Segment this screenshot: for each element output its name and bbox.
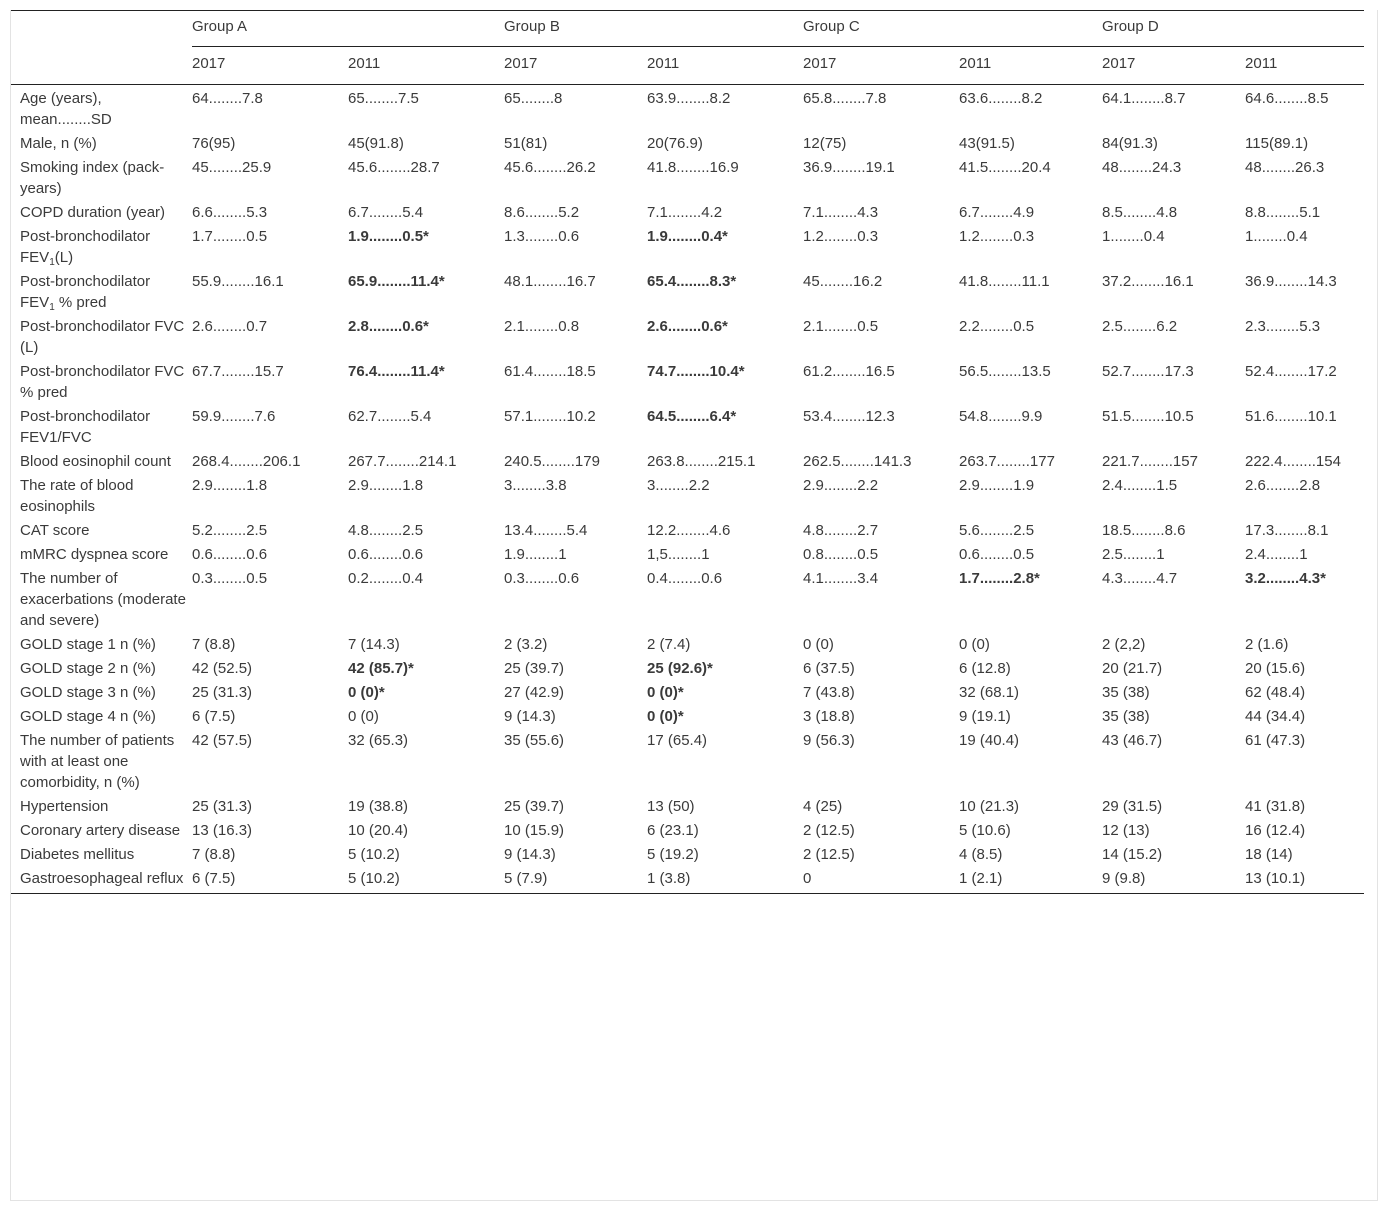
table-cell: 6 (23.1) (647, 822, 699, 839)
table-cell: 44 (34.4) (1245, 708, 1306, 725)
row-label-text: Post-bronchodilator FEV (20, 228, 151, 266)
table-cell: 1.7........0.5 (192, 228, 268, 245)
row-label (11, 313, 192, 358)
row-label-text: Coronary artery disease (20, 822, 181, 839)
table-cell: 2.1........0.8 (504, 318, 580, 335)
table-cell: 7 (43.8) (803, 684, 855, 701)
table-cell: 64........7.8 (192, 90, 263, 107)
table-cell: 2.6........2.8 (1245, 477, 1321, 494)
table-row (11, 793, 1364, 817)
table-cell: 61 (47.3) (1245, 732, 1306, 749)
table-cell: 5 (7.9) (504, 865, 647, 894)
table-cell: 2.4........1.5 (1102, 477, 1178, 494)
table-cell: 9 (19.1) (959, 708, 1011, 725)
table-row (11, 268, 1364, 313)
table-row (11, 85, 1364, 131)
row-label (11, 154, 192, 199)
table-cell: 6 (37.5) (803, 660, 855, 677)
table-cell: 6.7........4.9 (959, 204, 1035, 221)
row-label-text: CAT score (20, 522, 90, 539)
table-cell: 35 (38) (1102, 708, 1150, 725)
row-label (11, 199, 192, 223)
row-label-subscript: 1 (49, 257, 55, 268)
table-cell: 1 (2.1) (959, 865, 1102, 894)
table-cell: 2.6........0.7 (192, 318, 268, 335)
table-cell: 45........25.9 (192, 159, 272, 176)
table-cell: 3 (18.8) (803, 708, 855, 725)
table-cell: 20 (21.7) (1102, 660, 1163, 677)
table-cell: 6 (7.5) (192, 708, 236, 725)
table-row (11, 631, 1364, 655)
table-cell: 25 (39.7) (504, 798, 565, 815)
table-cell: 43 (46.7) (1102, 732, 1163, 749)
table-cell: 0.6........0.5 (959, 546, 1035, 563)
row-label-text: Post-bronchodilator FEV1/FVC (20, 408, 151, 446)
row-label-text: Age (years), mean........SD (20, 90, 112, 128)
table-cell: 43(91.5) (959, 135, 1015, 152)
table-cell: 17.3........8.1 (1245, 522, 1329, 539)
table-cell: 0 (0) (803, 636, 834, 653)
table-cell: 2.3........5.3 (1245, 318, 1321, 335)
table-cell: 42 (52.5) (192, 660, 253, 677)
table-cell: 13 (50) (647, 798, 695, 815)
table-cell: 2.8........0.6* (348, 318, 429, 335)
row-label-subscript: 1 (49, 302, 55, 313)
table-cell: 48.1........16.7 (504, 273, 596, 290)
table-cell: 7 (14.3) (348, 636, 400, 653)
table-cell: 240.5........179 (504, 453, 600, 470)
table-cell: 25 (92.6)* (647, 660, 713, 677)
row-label-text: Post-bronchodilator FEV (20, 273, 151, 311)
row-label-text: Blood eosinophil count (20, 453, 171, 470)
table-cell: 268.4........206.1 (192, 453, 301, 470)
table-cell: 76(95) (192, 135, 236, 152)
table-cell: 65.9........11.4* (348, 273, 445, 290)
table-cell: 10 (15.9) (504, 822, 565, 839)
table-cell: 56.5........13.5 (959, 363, 1051, 380)
table-row (11, 655, 1364, 679)
row-label (11, 403, 192, 448)
table-cell: 263.8........215.1 (647, 453, 756, 470)
table-cell: 0.6........0.6 (348, 546, 424, 563)
row-label-text: GOLD stage 4 n (%) (20, 708, 156, 725)
table-body (11, 85, 1364, 894)
year-header: 2011 (1245, 47, 1364, 85)
row-label (11, 472, 192, 517)
table-cell: 41.8........16.9 (647, 159, 739, 176)
table-cell: 5.2........2.5 (192, 522, 268, 539)
year-header: 2011 (647, 47, 803, 85)
table-cell: 0.8........0.5 (803, 546, 879, 563)
row-label (11, 541, 192, 565)
table-cell: 13 (10.1) (1245, 865, 1364, 894)
row-label-text: The rate of blood eosinophils (20, 477, 134, 515)
table-cell: 263.7........177 (959, 453, 1055, 470)
row-label (11, 727, 192, 793)
table-row (11, 358, 1364, 403)
group-header-d: Group D (1102, 11, 1364, 47)
table-cell: 4.8........2.5 (348, 522, 424, 539)
table-cell: 267.7........214.1 (348, 453, 457, 470)
table-cell: 3........2.2 (647, 477, 710, 494)
table-cell: 45........16.2 (803, 273, 883, 290)
table-cell: 59.9........7.6 (192, 408, 276, 425)
table-cell: 16 (12.4) (1245, 822, 1306, 839)
corner-cell-2 (11, 47, 192, 85)
row-label-suffix: (L) (54, 249, 74, 266)
table-row (11, 517, 1364, 541)
table-cell: 9 (14.3) (504, 846, 556, 863)
table-cell: 0 (0)* (647, 684, 684, 701)
year-header: 2017 (504, 47, 647, 85)
table-cell: 48........26.3 (1245, 159, 1325, 176)
table-cell: 55.9........16.1 (192, 273, 284, 290)
table-cell: 0.4........0.6 (647, 570, 723, 587)
table-cell: 2 (2,2) (1102, 636, 1146, 653)
table-cell: 36.9........19.1 (803, 159, 895, 176)
table-cell: 67.7........15.7 (192, 363, 284, 380)
table-row (11, 154, 1364, 199)
table-cell: 29 (31.5) (1102, 798, 1163, 815)
table-cell: 65........7.5 (348, 90, 419, 107)
table-cell: 4.8........2.7 (803, 522, 879, 539)
table-cell: 64.5........6.4* (647, 408, 737, 425)
table-cell: 1.9........0.4* (647, 228, 728, 245)
table-cell: 48........24.3 (1102, 159, 1182, 176)
table-cell: 0 (0) (959, 636, 990, 653)
table-cell: 7.1........4.2 (647, 204, 723, 221)
table-cell: 20(76.9) (647, 135, 703, 152)
table-cell: 54.8........9.9 (959, 408, 1043, 425)
table-cell: 18.5........8.6 (1102, 522, 1186, 539)
row-label (11, 565, 192, 631)
year-header: 2011 (348, 47, 504, 85)
row-label (11, 703, 192, 727)
table-cell: 4 (8.5) (959, 846, 1003, 863)
table-cell: 7 (8.8) (192, 636, 236, 653)
table-cell: 19 (38.8) (348, 798, 409, 815)
table-cell: 2.1........0.5 (803, 318, 879, 335)
row-label (11, 517, 192, 541)
year-header: 2011 (959, 47, 1102, 85)
row-label-text: The number of exacerbations (moderate and severe) (20, 570, 186, 629)
table-cell: 57.1........10.2 (504, 408, 596, 425)
table-cell: 1.3........0.6 (504, 228, 580, 245)
table-cell: 1........0.4 (1245, 228, 1308, 245)
table-cell: 42 (85.7)* (348, 660, 414, 677)
table-cell: 2.5........1 (1102, 546, 1165, 563)
row-label-text: Smoking index (pack-years) (20, 159, 165, 197)
table-cell: 45.6........28.7 (348, 159, 440, 176)
row-label (11, 793, 192, 817)
table-cell: 0.3........0.5 (192, 570, 268, 587)
table-cell: 25 (39.7) (504, 660, 565, 677)
table-cell: 1.9........0.5* (348, 228, 429, 245)
table-cell: 8.6........5.2 (504, 204, 580, 221)
table-cell: 2 (3.2) (504, 636, 548, 653)
table-cell: 7.1........4.3 (803, 204, 879, 221)
table-cell: 25 (31.3) (192, 684, 253, 701)
table-cell: 41.5........20.4 (959, 159, 1051, 176)
table-cell: 0.2........0.4 (348, 570, 424, 587)
table-row (11, 130, 1364, 154)
table-cell: 2.9........1.9 (959, 477, 1035, 494)
table-cell: 41.8........11.1 (959, 273, 1050, 290)
table-cell: 63.9........8.2 (647, 90, 731, 107)
table-cell: 12.2........4.6 (647, 522, 731, 539)
table-cell: 62.7........5.4 (348, 408, 432, 425)
table-cell: 36.9........14.3 (1245, 273, 1337, 290)
table-cell: 61.2........16.5 (803, 363, 895, 380)
table-row (11, 541, 1364, 565)
table-row (11, 565, 1364, 631)
table-cell: 0 (803, 865, 959, 894)
table-cell: 2.9........2.2 (803, 477, 879, 494)
table-cell: 20 (15.6) (1245, 660, 1306, 677)
data-table (11, 10, 1364, 894)
group-header-a: Group A (192, 11, 504, 47)
table-cell: 2 (12.5) (803, 846, 855, 863)
table-cell: 115(89.1) (1245, 135, 1309, 152)
table-cell: 41 (31.8) (1245, 798, 1306, 815)
table-cell: 51.5........10.5 (1102, 408, 1194, 425)
table-cell: 5 (19.2) (647, 846, 699, 863)
table-cell: 2.5........6.2 (1102, 318, 1178, 335)
table-cell: 2 (12.5) (803, 822, 855, 839)
table-cell: 62 (48.4) (1245, 684, 1306, 701)
table-cell: 7 (8.8) (192, 846, 236, 863)
row-label-text: Hypertension (20, 798, 109, 815)
table-cell: 8.5........4.8 (1102, 204, 1178, 221)
row-label-text: Male, n (%) (20, 135, 97, 152)
table-cell: 2.9........1.8 (192, 477, 268, 494)
table-cell: 6.7........5.4 (348, 204, 424, 221)
table-cell: 3........3.8 (504, 477, 567, 494)
table-row (11, 223, 1364, 268)
table-cell: 2.4........1 (1245, 546, 1308, 563)
table-cell: 76.4........11.4* (348, 363, 445, 380)
year-header: 2017 (1102, 47, 1245, 85)
table-cell: 65.8........7.8 (803, 90, 887, 107)
table-cell: 2.2........0.5 (959, 318, 1035, 335)
table-cell: 37.2........16.1 (1102, 273, 1194, 290)
table-cell: 25 (31.3) (192, 798, 253, 815)
table-cell: 27 (42.9) (504, 684, 565, 701)
table-cell: 52.7........17.3 (1102, 363, 1194, 380)
table-row (11, 679, 1364, 703)
table-cell: 10 (20.4) (348, 822, 409, 839)
row-label (11, 448, 192, 472)
row-label (11, 679, 192, 703)
table-cell: 5 (10.2) (348, 846, 400, 863)
table-cell: 51.6........10.1 (1245, 408, 1337, 425)
row-label (11, 655, 192, 679)
table-row (11, 448, 1364, 472)
table-cell: 6.6........5.3 (192, 204, 268, 221)
table-row (11, 472, 1364, 517)
table-cell: 9 (56.3) (803, 732, 855, 749)
table-cell: 4 (25) (803, 798, 843, 815)
table-cell: 42 (57.5) (192, 732, 253, 749)
table-cell: 51(81) (504, 135, 548, 152)
table-cell: 13.4........5.4 (504, 522, 588, 539)
table-row (11, 403, 1364, 448)
table-cell: 0.6........0.6 (192, 546, 268, 563)
table-cell: 0 (0)* (348, 684, 385, 701)
table-cell: 1.9........1 (504, 546, 567, 563)
table-cell: 2.9........1.8 (348, 477, 424, 494)
table-row (11, 727, 1364, 793)
table-cell: 4.3........4.7 (1102, 570, 1178, 587)
row-label (11, 130, 192, 154)
row-label-text: mMRC dyspnea score (20, 546, 169, 563)
table-cell: 2 (1.6) (1245, 636, 1289, 653)
year-header: 2017 (192, 47, 348, 85)
table-cell: 6 (7.5) (192, 865, 348, 894)
row-label-text: COPD duration (year) (20, 204, 166, 221)
table-cell: 6 (12.8) (959, 660, 1011, 677)
row-label (11, 841, 192, 865)
table-cell: 64.6........8.5 (1245, 90, 1329, 107)
table-cell: 65........8 (504, 90, 563, 107)
table-cell: 74.7........10.4* (647, 363, 745, 380)
row-label-text: Post-bronchodilator FVC (L) (20, 318, 185, 356)
row-label (11, 865, 192, 894)
row-label (11, 817, 192, 841)
group-header-row (11, 11, 1364, 47)
table-cell: 1.2........0.3 (803, 228, 879, 245)
row-label (11, 631, 192, 655)
table-cell: 35 (38) (1102, 684, 1150, 701)
table-row (11, 703, 1364, 727)
table-cell: 0 (0) (348, 708, 379, 725)
row-label-text: The number of patients with at least one comorbidity, n (%) (20, 732, 175, 791)
table-cell: 63.6........8.2 (959, 90, 1043, 107)
table-cell: 0 (0)* (647, 708, 684, 725)
table-cell: 12 (13) (1102, 822, 1150, 839)
table-cell: 222.4........154 (1245, 453, 1341, 470)
table-cell: 4.1........3.4 (803, 570, 879, 587)
table-cell: 35 (55.6) (504, 732, 565, 749)
table-cell: 84(91.3) (1102, 135, 1158, 152)
table-cell: 0.3........0.6 (504, 570, 580, 587)
table-row (11, 817, 1364, 841)
table-row (11, 865, 1364, 894)
table-cell: 45.6........26.2 (504, 159, 596, 176)
corner-cell (11, 11, 192, 47)
table-cell: 1.7........2.8* (959, 570, 1040, 587)
table-cell: 8.8........5.1 (1245, 204, 1321, 221)
row-label-text: GOLD stage 1 n (%) (20, 636, 156, 653)
table-cell: 13 (16.3) (192, 822, 253, 839)
table-cell: 12(75) (803, 135, 847, 152)
table-cell: 5 (10.6) (959, 822, 1011, 839)
table-cell: 45(91.8) (348, 135, 404, 152)
table-cell: 52.4........17.2 (1245, 363, 1337, 380)
table-cell: 18 (14) (1245, 846, 1293, 863)
group-header-b: Group B (504, 11, 803, 47)
row-label (11, 268, 192, 313)
row-label-text: Post-bronchodilator FVC % pred (20, 363, 185, 401)
table-cell: 32 (65.3) (348, 732, 409, 749)
table-cell: 9 (9.8) (1102, 865, 1245, 894)
table-frame (10, 10, 1378, 1201)
table-cell: 262.5........141.3 (803, 453, 912, 470)
row-label-suffix: % pred (54, 294, 107, 311)
table-cell: 32 (68.1) (959, 684, 1020, 701)
row-label-text: GOLD stage 3 n (%) (20, 684, 156, 701)
table-cell: 1........0.4 (1102, 228, 1165, 245)
row-label-text: GOLD stage 2 n (%) (20, 660, 156, 677)
row-label (11, 223, 192, 268)
table-cell: 221.7........157 (1102, 453, 1198, 470)
table-cell: 53.4........12.3 (803, 408, 895, 425)
row-label-text: Gastroesophageal reflux (20, 870, 184, 887)
table-cell: 19 (40.4) (959, 732, 1020, 749)
table-cell: 64.1........8.7 (1102, 90, 1186, 107)
table-cell: 2 (7.4) (647, 636, 691, 653)
table-row (11, 199, 1364, 223)
table-cell: 5 (10.2) (348, 865, 504, 894)
table-cell: 14 (15.2) (1102, 846, 1163, 863)
table-cell: 9 (14.3) (504, 708, 556, 725)
table-cell: 5.6........2.5 (959, 522, 1035, 539)
table-row (11, 313, 1364, 358)
row-label (11, 85, 192, 131)
row-label (11, 358, 192, 403)
table-cell: 1.2........0.3 (959, 228, 1035, 245)
group-header-c: Group C (803, 11, 1102, 47)
table-cell: 1 (3.8) (647, 865, 803, 894)
row-label-text: Diabetes mellitus (20, 846, 135, 863)
table-cell: 65.4........8.3* (647, 273, 737, 290)
year-header: 2017 (803, 47, 959, 85)
table-cell: 2.6........0.6* (647, 318, 728, 335)
year-header-row (11, 47, 1364, 85)
table-cell: 17 (65.4) (647, 732, 708, 749)
table-cell: 3.2........4.3* (1245, 570, 1326, 587)
table-cell: 61.4........18.5 (504, 363, 596, 380)
table-cell: 10 (21.3) (959, 798, 1020, 815)
table-cell: 1,5........1 (647, 546, 710, 563)
table-row (11, 841, 1364, 865)
